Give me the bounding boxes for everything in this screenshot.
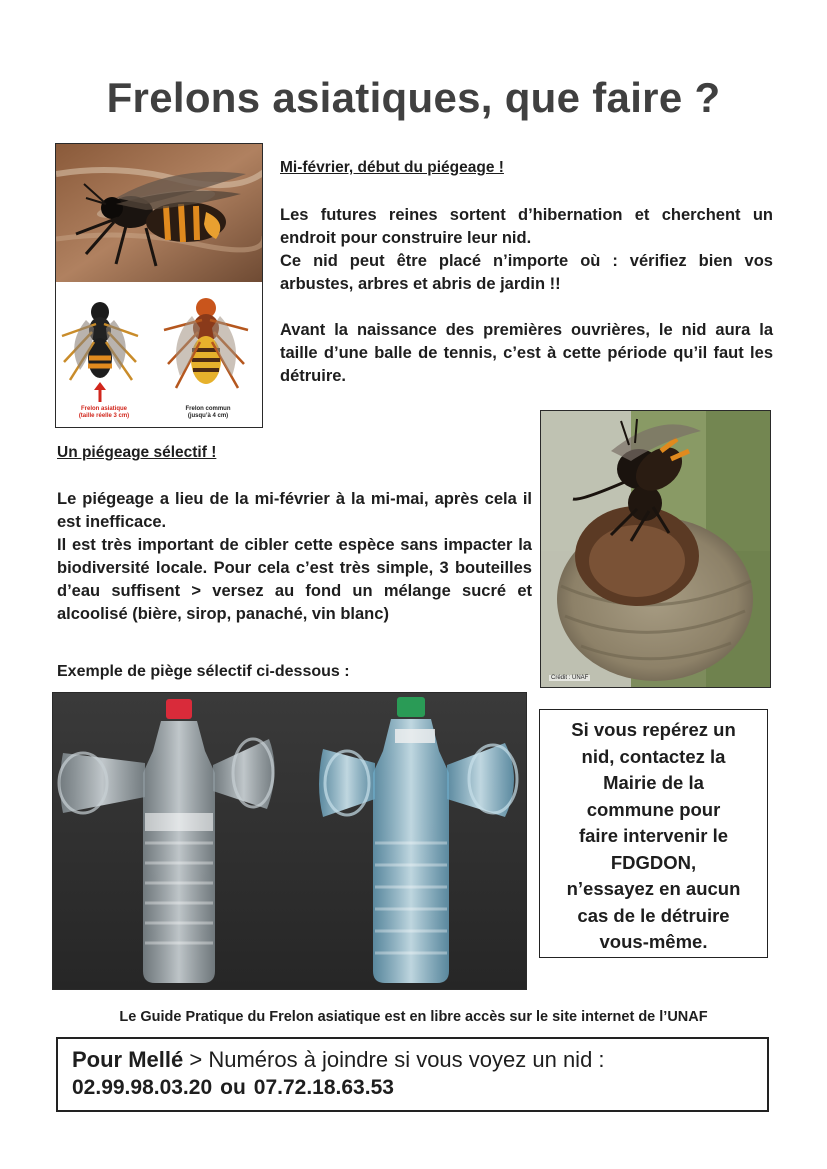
- callout-line: vous-même.: [599, 931, 708, 952]
- section2-text: [57, 488, 532, 626]
- callout-line: nid, contactez la: [581, 745, 726, 767]
- callout-line: Si vous repérez un: [571, 719, 736, 740]
- page-title: Frelons asiatiques, que faire ?: [106, 74, 721, 121]
- callout-line: FDGDON,: [610, 851, 697, 873]
- asian-hornet-caption: Frelon asiatique: [80, 406, 127, 412]
- hornet-comparison-photo: [55, 143, 263, 428]
- contact-label: > Numéros à joindre si vous voyez un nid :: [189, 1047, 605, 1072]
- guide-note: Le Guide Pratique du Frelon asiatique est en libre accès sur le site internet de l’UNAF: [119, 1009, 708, 1025]
- section1-text: [280, 204, 773, 388]
- photo-credit: Crédit : UNAF: [551, 675, 589, 681]
- callout-line: commune pour: [586, 798, 721, 820]
- contact-place: Pour Mellé: [72, 1047, 184, 1072]
- section1-para3: Avant la naissance des premières ouvrières, le nid aura la taille d’une balle de tennis, c’est à cette période qu’il faut les détruire.: [280, 321, 773, 385]
- european-hornet-caption: Frelon commun: [185, 406, 231, 412]
- contact-box: [56, 1037, 769, 1112]
- example-label: Exemple de piège sélectif ci-dessous :: [57, 663, 350, 680]
- nest-photo: [540, 410, 771, 688]
- section1-para1: Les futures reines sortent d’hibernation et cherchent un endroit pour construire leur nid.: [280, 206, 773, 247]
- callout-box: [539, 709, 768, 958]
- callout-line: faire intervenir le: [578, 825, 729, 846]
- phone-number-1: 02.99.98.03.20: [72, 1076, 213, 1099]
- section2-para1: Le piégeage a lieu de la mi-février à la mi-mai, après cela il est inefficace.: [57, 490, 532, 531]
- phone-separator: ou: [220, 1076, 246, 1099]
- callout-line: cas de le détruire: [577, 904, 730, 926]
- asian-hornet-size: (taille réelle 3 cm): [78, 413, 130, 419]
- callout-line: Mairie de la: [603, 772, 704, 793]
- section2-para2: Il est très important de cibler cette espèce sans impacter la biodiversité locale. Pour cela c’est très simple, 3 bouteilles d’eau suffisent > versez au fond un mélange sucré et alcoolisé (bière, sirop, panaché, vin blanc): [57, 536, 532, 623]
- trap-photo: [52, 692, 527, 990]
- section1-heading: Mi-février, début du piégeage !: [280, 159, 504, 176]
- callout-line: n’essayez en aucun: [566, 878, 741, 899]
- section1-para2: Ce nid peut être placé n’importe où : vérifiez bien vos arbustes, arbres et abris de jardin !!: [280, 252, 773, 293]
- section2-heading: Un piégeage sélectif !: [57, 444, 217, 461]
- european-hornet-size: (jusqu’à 4 cm): [187, 413, 229, 419]
- phone-number-2: 07.72.18.63.53: [253, 1076, 394, 1099]
